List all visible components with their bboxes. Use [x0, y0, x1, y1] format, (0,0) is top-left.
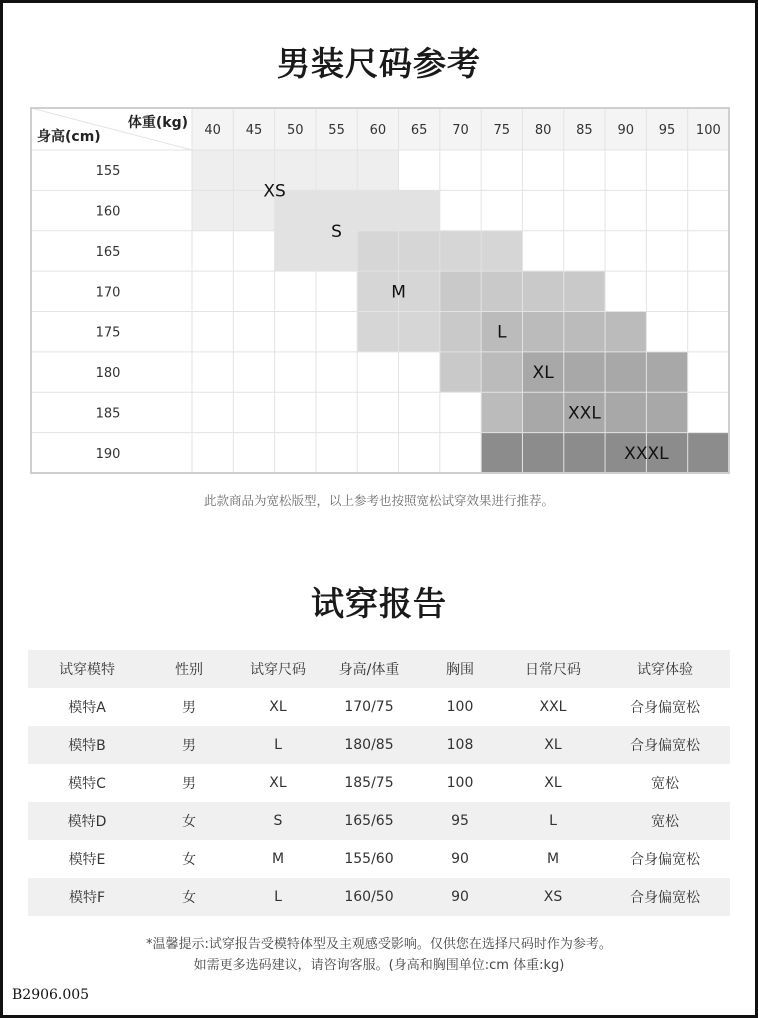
table-cell: 100	[414, 688, 506, 726]
weight-tick-label: 55	[328, 123, 345, 138]
table-row	[28, 726, 730, 764]
weight-tick-label: 45	[245, 123, 263, 138]
table-cell: 170/75	[324, 688, 414, 726]
column-header: 试穿模特	[28, 650, 146, 688]
table-cell: 男	[146, 688, 232, 726]
table-cell: L	[232, 878, 324, 916]
table-row	[28, 840, 730, 878]
table-cell: XL	[232, 764, 324, 802]
table-cell: XS	[506, 878, 600, 916]
table-cell: 模特C	[28, 764, 146, 802]
table-cell: XL	[506, 764, 600, 802]
table-cell: 宽松	[600, 802, 730, 840]
fit-table-header-row	[28, 650, 730, 688]
table-cell: 100	[414, 764, 506, 802]
table-cell: M	[506, 840, 600, 878]
weight-tick-label: 40	[204, 123, 221, 138]
size-label-xl: XL	[532, 363, 554, 384]
column-header: 试穿体验	[600, 650, 730, 688]
table-cell: 155/60	[324, 840, 414, 878]
fit-report-footnote-2: 如需更多选码建议，请咨询客服。(身高和胸围单位:cm 体重:kg)	[193, 958, 565, 973]
weight-axis-label: 体重(kg)	[127, 115, 188, 131]
table-cell: 合身偏宽松	[600, 878, 730, 916]
table-cell: 男	[146, 764, 232, 802]
table-cell: L	[232, 726, 324, 764]
table-cell: 185/75	[324, 764, 414, 802]
table-cell: S	[232, 802, 324, 840]
table-cell: 女	[146, 840, 232, 878]
table-cell: XL	[506, 726, 600, 764]
weight-tick-label: 85	[576, 123, 593, 138]
fit-report-footnote: *温馨提示:试穿报告受模特体型及主观感受影响。仅供您在选择尺码时作为参考。	[146, 937, 612, 952]
column-header: 性别	[146, 650, 232, 688]
weight-tick-label: 100	[695, 123, 721, 138]
table-cell: 160/50	[324, 878, 414, 916]
size-chart	[0, 0, 758, 480]
table-cell: 90	[414, 840, 506, 878]
column-header: 试穿尺码	[232, 650, 324, 688]
product-code: B2906.005	[12, 987, 90, 1003]
weight-tick-label: 60	[369, 123, 387, 138]
size-label-s: S	[331, 221, 342, 242]
table-cell: 90	[414, 878, 506, 916]
height-tick-label: 190	[95, 446, 121, 462]
size-label-l: L	[497, 322, 507, 343]
weight-tick-label: 75	[493, 123, 511, 138]
table-row	[28, 688, 730, 726]
table-cell: L	[506, 802, 600, 840]
table-cell: 165/65	[324, 802, 414, 840]
table-cell: 95	[414, 802, 506, 840]
height-tick-label: 185	[95, 406, 121, 422]
fit-report-title: 试穿报告	[311, 584, 447, 623]
weight-tick-label: 90	[617, 123, 635, 138]
column-header: 日常尺码	[506, 650, 600, 688]
table-cell: 模特A	[28, 688, 146, 726]
size-chart-title: 男装尺码参考	[277, 44, 481, 83]
weight-tick-label: 50	[286, 123, 304, 138]
weight-tick-label: 65	[410, 123, 428, 138]
table-row	[28, 878, 730, 916]
weight-tick-label: 95	[658, 123, 676, 138]
size-label-xxxl: XXXL	[624, 443, 669, 464]
table-cell: 180/85	[324, 726, 414, 764]
table-cell: 模特E	[28, 840, 146, 878]
table-cell: 合身偏宽松	[600, 840, 730, 878]
column-header: 身高/体重	[324, 650, 414, 688]
column-header: 胸围	[414, 650, 506, 688]
table-cell: M	[232, 840, 324, 878]
height-tick-label: 175	[95, 325, 121, 341]
size-label-xs: XS	[263, 181, 286, 202]
height-tick-label: 155	[95, 164, 121, 180]
weight-tick-label: 80	[534, 123, 552, 138]
table-cell: 合身偏宽松	[600, 688, 730, 726]
table-cell: 模特B	[28, 726, 146, 764]
table-cell: XXL	[506, 688, 600, 726]
table-cell: 108	[414, 726, 506, 764]
table-cell: 合身偏宽松	[600, 726, 730, 764]
height-tick-label: 165	[95, 244, 121, 260]
size-label-m: M	[391, 282, 406, 303]
table-row	[28, 802, 730, 840]
height-tick-label: 160	[95, 204, 121, 220]
fit-report-table	[28, 650, 730, 916]
table-cell: 男	[146, 726, 232, 764]
height-axis-label: 身高(cm)	[37, 129, 101, 145]
table-cell: 模特D	[28, 802, 146, 840]
table-cell: 模特F	[28, 878, 146, 916]
table-cell: 宽松	[600, 764, 730, 802]
table-row	[28, 764, 730, 802]
table-cell: 女	[146, 802, 232, 840]
size-label-xxl: XXL	[568, 403, 601, 424]
table-cell: XL	[232, 688, 324, 726]
height-tick-label: 170	[95, 285, 121, 301]
height-tick-label: 180	[95, 366, 121, 382]
table-cell: 女	[146, 878, 232, 916]
weight-tick-label: 70	[452, 123, 469, 138]
size-chart-note: 此款商品为宽松版型，以上参考也按照宽松试穿效果进行推荐。	[203, 493, 554, 508]
